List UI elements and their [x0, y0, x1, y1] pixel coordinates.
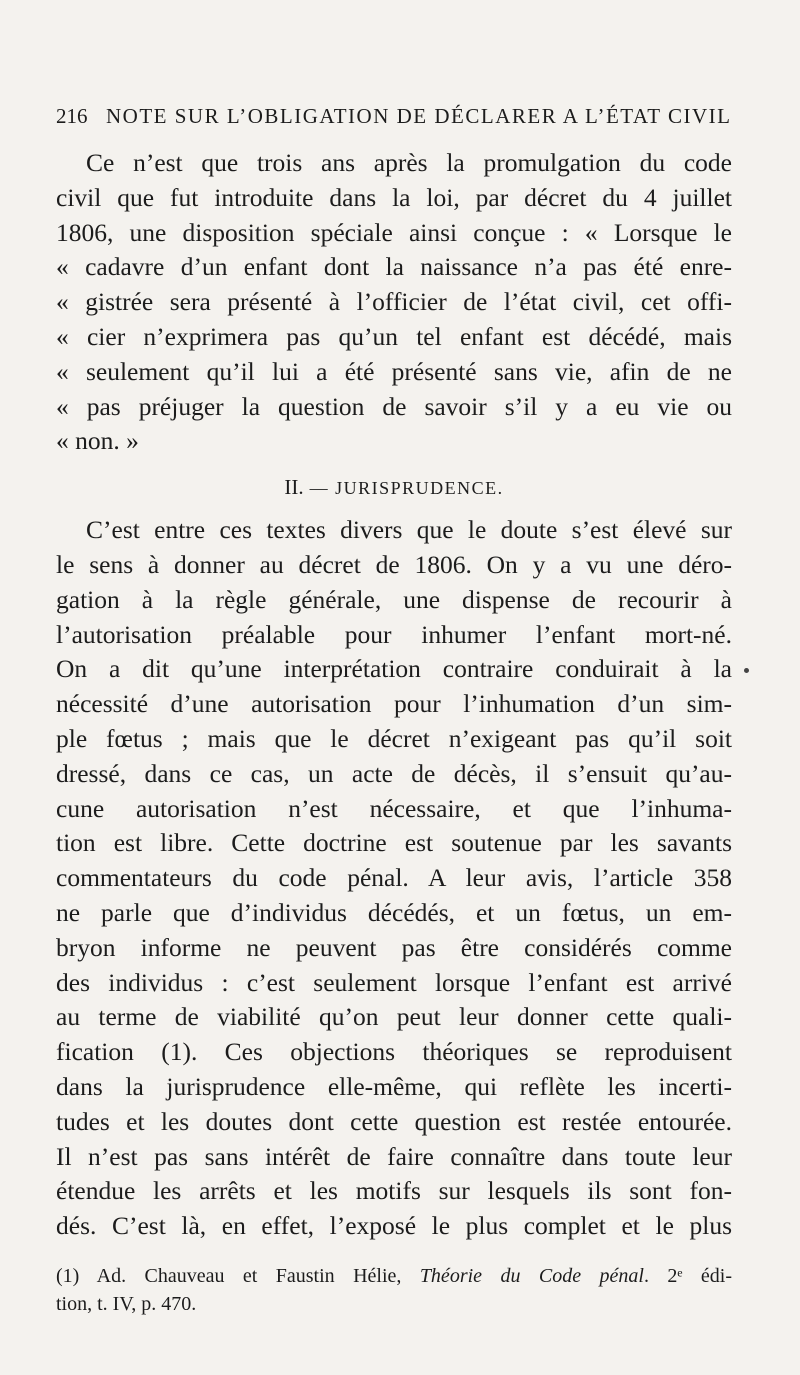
text-line: « pas préjuger la question de savoir s’il y a eu vie ou	[56, 391, 732, 421]
text-line: des individus : c’est seulement lorsque l’enfant est arrivé	[56, 967, 732, 997]
text-line: « cier n’exprimera pas qu’un tel enfant est décédé, mais	[56, 321, 732, 351]
text-line: « cadavre d’un enfant dont la naissance n’a pas été enre-	[56, 252, 732, 282]
section-heading	[56, 475, 732, 499]
margin-mark	[744, 668, 749, 673]
section-title: JURISPRUDENCE.	[335, 478, 504, 499]
text-line: cune autorisation n’est nécessaire, et que l’inhuma-	[56, 793, 732, 823]
page-number: 216	[56, 104, 88, 128]
text-line: « gistrée sera présenté à l’officier de l’état civil, cet offi-	[56, 287, 732, 317]
text-line: fication (1). Ces objections théoriques se reproduisent	[56, 1037, 732, 1067]
text-line: au terme de viabilité qu’on peut leur donner cette quali-	[56, 1002, 732, 1032]
text-line: tion est libre. Cette doctrine est soutenue par les savants	[56, 828, 732, 858]
text-line: ple fœtus ; mais que le décret n’exigeant pas qu’il soit	[56, 723, 732, 753]
text-line: dressé, dans ce cas, un acte de décès, il s’ensuit qu’au-	[56, 758, 732, 788]
text-line: dés. C’est là, en effet, l’exposé le plus complet et le plus	[56, 1211, 732, 1241]
footnote	[56, 1262, 732, 1318]
text-line: gation à la règle générale, une dispense de recourir à	[56, 584, 732, 614]
text-line: bryon informe ne peuvent pas être considérés comme	[56, 932, 732, 962]
text-line: commentateurs du code pénal. A leur avis, l’article 358	[56, 863, 732, 893]
text-line: Il n’est pas sans intérêt de faire connaître dans toute leur	[56, 1141, 732, 1171]
text-line: ne parle que d’individus décédés, et un fœtus, un em-	[56, 897, 732, 927]
text-line: étendue les arrêts et les motifs sur lesquels ils sont fon-	[56, 1176, 732, 1206]
text-line: C’est entre ces textes divers que le doute s’est élevé sur	[86, 515, 732, 545]
paragraph-1	[56, 146, 732, 459]
text-line: civil que fut introduite dans la loi, par décret du 4 juillet	[56, 182, 732, 212]
running-head	[56, 104, 732, 134]
text-line: l’autorisation préalable pour inhumer l’enfant mort-né.	[56, 619, 732, 649]
footnote-work-title: Théorie du Code pénal	[419, 1264, 644, 1287]
footnote-edition: . 2ᵉ édi-	[643, 1264, 732, 1287]
section-number: II.	[284, 475, 304, 500]
text-line: « seulement qu’il lui a été présenté sans vie, afin de ne	[56, 356, 732, 386]
page-content	[56, 104, 732, 1318]
footnote-line	[56, 1262, 732, 1290]
footnote-authors: Ad. Chauveau et Faustin Hélie,	[96, 1264, 402, 1287]
text-line: 1806, une disposition spéciale ainsi conçue : « Lorsque le	[56, 217, 732, 247]
text-line: On a dit qu’une interprétation contraire conduirait à la	[56, 654, 732, 684]
text-line: « non. »	[56, 426, 139, 456]
running-title: NOTE SUR L’OBLIGATION DE DÉCLARER A L’ÉTAT CIVIL	[106, 104, 732, 128]
paragraph-2	[56, 513, 732, 1244]
footnote-marker: (1)	[56, 1264, 80, 1287]
text-line: dans la jurisprudence elle-même, qui reflète les incerti-	[56, 1071, 732, 1101]
footnote-line: tion, t. IV, p. 470.	[56, 1292, 197, 1315]
text-line: le sens à donner au décret de 1806. On y a vu une déro-	[56, 549, 732, 579]
section-dash: —	[309, 478, 330, 499]
text-line: nécessité d’une autorisation pour l’inhumation d’un sim-	[56, 689, 732, 719]
text-line: tudes et les doutes dont cette question est restée entourée.	[56, 1106, 732, 1136]
text-line: Ce n’est que trois ans après la promulgation du code	[86, 148, 732, 177]
